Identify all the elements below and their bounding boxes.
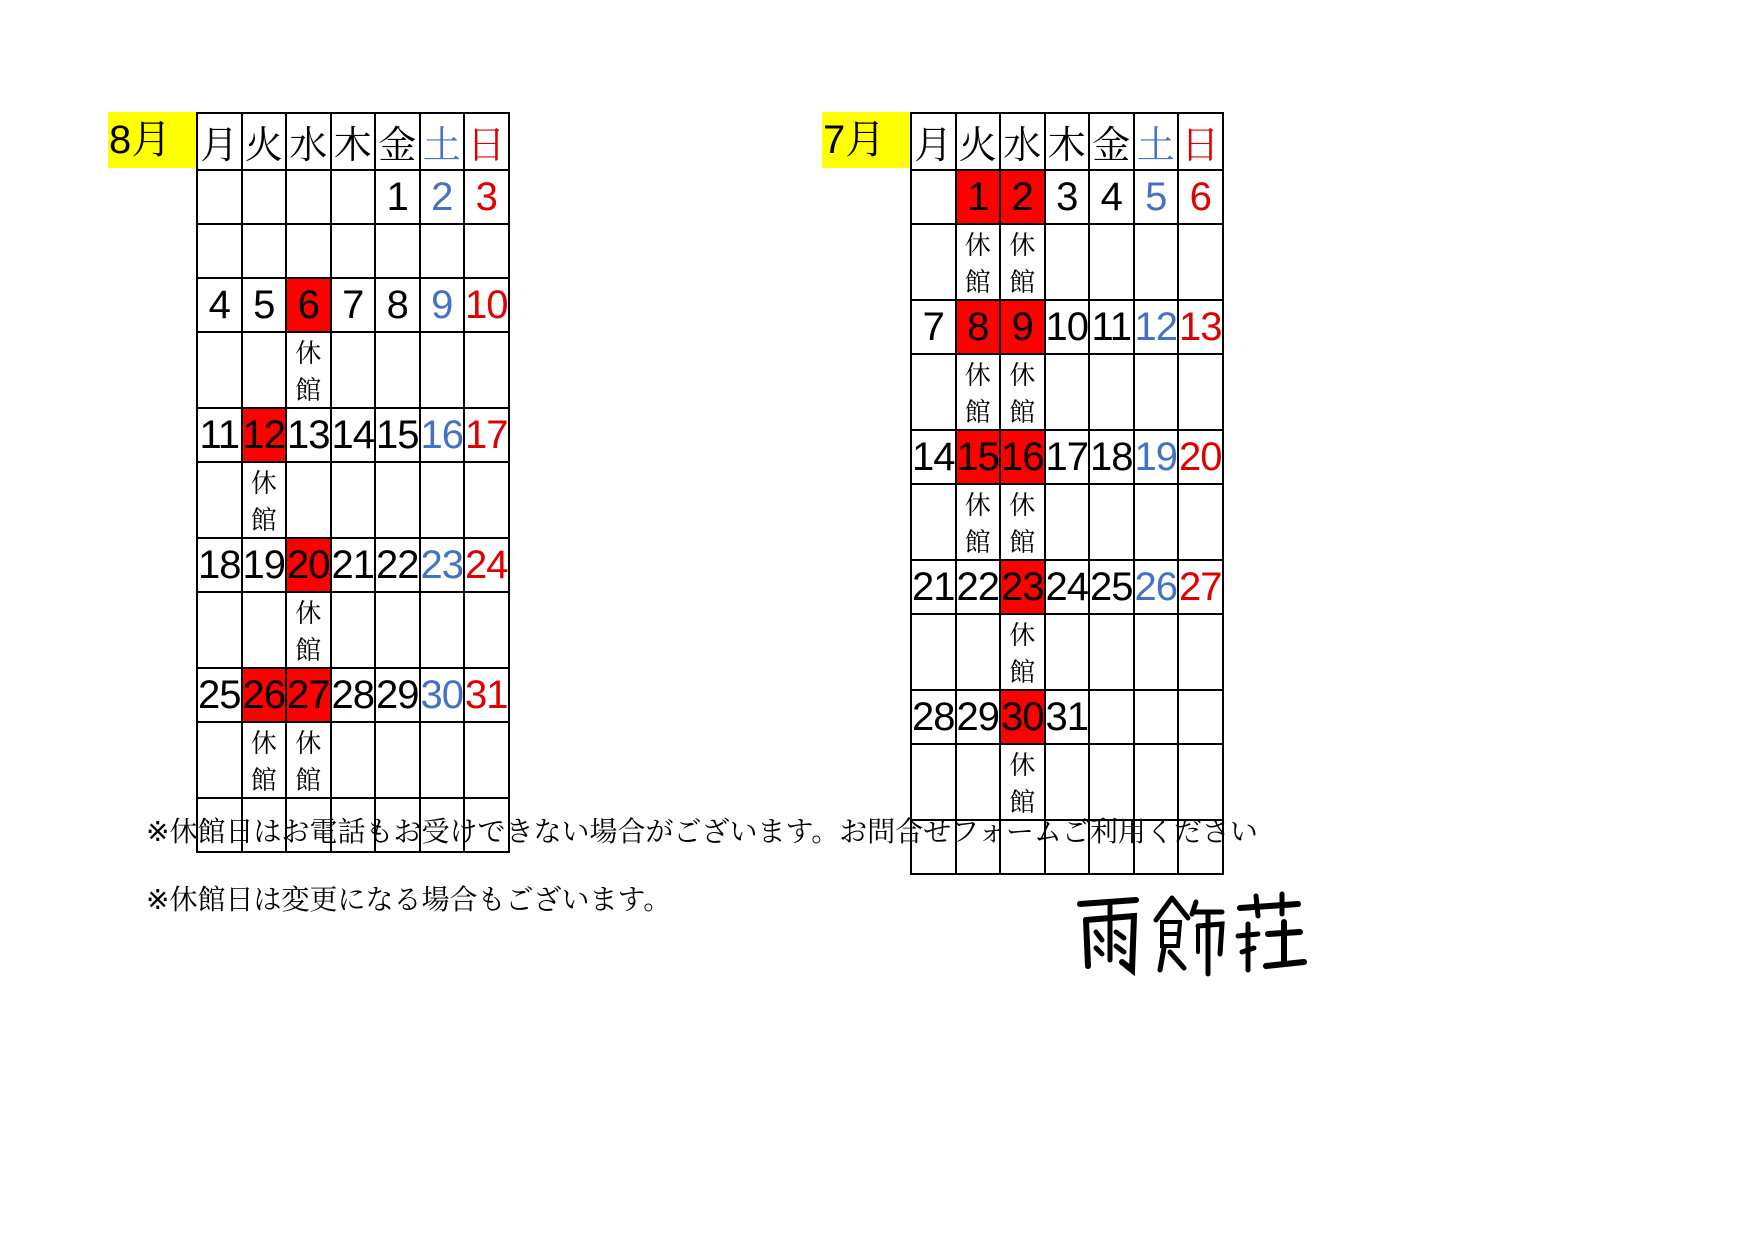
day-note-cell [197,224,242,278]
week-note-row [911,354,1223,430]
day-cell [242,170,287,224]
day-note-cell [956,744,1001,820]
day-cell-closed: 27 [286,668,331,722]
day-cell: 6 [1178,170,1223,224]
weekday-header: 火 [956,113,1001,170]
day-note-cell [420,462,465,538]
week-row [911,560,1223,614]
day-note-cell [1134,744,1179,820]
day-cell: 2 [420,170,465,224]
week-note-row [197,722,509,798]
week-row [911,690,1223,744]
brand-logo [1072,890,1312,984]
day-note-cell [1045,224,1090,300]
day-note-cell [375,224,420,278]
day-cell: 14 [911,430,956,484]
calendar-grid-august [196,112,510,853]
day-cell: 1 [375,170,420,224]
day-cell-closed: 12 [242,408,287,462]
day-note-cell: 休館 [286,332,331,408]
day-note-cell [1089,484,1134,560]
day-note-cell: 休館 [242,462,287,538]
day-cell-closed: 8 [956,300,1001,354]
week-note-row [911,614,1223,690]
day-cell: 5 [1134,170,1179,224]
day-cell: 11 [197,408,242,462]
day-note-cell [1178,614,1223,690]
week-note-row [911,484,1223,560]
day-cell: 17 [464,408,509,462]
day-note-cell [375,462,420,538]
day-cell: 29 [956,690,1001,744]
weekday-header: 火 [242,113,287,170]
day-note-cell: 休館 [1000,614,1045,690]
day-note-cell [1134,614,1179,690]
note-line-2: ※休館日は変更になる場合もございます。 [146,883,672,916]
week-note-row [197,592,509,668]
week-row [197,538,509,592]
day-cell [1134,690,1179,744]
day-cell: 9 [420,278,465,332]
day-cell-closed: 1 [956,170,1001,224]
week-row [197,668,509,722]
day-cell: 31 [1045,690,1090,744]
week-row [197,408,509,462]
day-cell [286,170,331,224]
day-cell: 31 [464,668,509,722]
day-cell [197,170,242,224]
day-note-cell [464,462,509,538]
day-note-cell [1089,614,1134,690]
day-cell: 8 [375,278,420,332]
day-note-cell: 休館 [1000,354,1045,430]
day-cell [911,170,956,224]
weekday-header: 日 [1178,113,1223,170]
day-cell: 19 [1134,430,1179,484]
weekday-header: 日 [464,113,509,170]
day-cell: 18 [1089,430,1134,484]
day-note-cell [420,332,465,408]
day-cell: 15 [375,408,420,462]
day-cell: 7 [911,300,956,354]
day-cell: 10 [1045,300,1090,354]
day-note-cell [242,592,287,668]
day-note-cell [1178,224,1223,300]
day-note-cell [197,592,242,668]
day-note-cell [242,332,287,408]
day-cell: 22 [956,560,1001,614]
day-cell: 3 [464,170,509,224]
day-note-cell [911,484,956,560]
day-cell-closed: 6 [286,278,331,332]
week-row [197,170,509,224]
day-note-cell [911,614,956,690]
day-note-cell [1178,744,1223,820]
day-note-cell: 休館 [242,722,287,798]
week-note-row [197,224,509,278]
day-note-cell [286,462,331,538]
day-cell: 23 [420,538,465,592]
day-note-cell [464,332,509,408]
day-cell: 25 [197,668,242,722]
weekday-header-row [197,113,509,170]
day-cell: 30 [420,668,465,722]
day-cell-closed: 23 [1000,560,1045,614]
brush-logo-icon [1072,890,1312,980]
day-note-cell [911,354,956,430]
weekday-header: 月 [197,113,242,170]
day-note-cell [375,722,420,798]
day-cell: 7 [331,278,376,332]
day-cell: 13 [286,408,331,462]
day-cell-closed: 26 [242,668,287,722]
day-cell: 17 [1045,430,1090,484]
day-cell [1089,690,1134,744]
weekday-header: 水 [1000,113,1045,170]
day-cell [331,170,376,224]
day-note-cell [1089,224,1134,300]
day-note-cell [956,614,1001,690]
day-note-cell [1045,354,1090,430]
day-cell: 5 [242,278,287,332]
day-note-cell [286,224,331,278]
week-note-row [197,462,509,538]
week-row [911,170,1223,224]
day-note-cell [1089,354,1134,430]
weekday-header: 水 [286,113,331,170]
day-note-cell [1178,354,1223,430]
day-note-cell: 休館 [956,484,1001,560]
day-note-cell [197,462,242,538]
day-cell: 12 [1134,300,1179,354]
day-cell: 19 [242,538,287,592]
weekday-header: 土 [420,113,465,170]
day-cell: 4 [197,278,242,332]
day-note-cell [331,462,376,538]
note-line-1: ※休館日はお電話もお受けできない場合がございます。お問合せフォームご利用ください [146,815,1258,848]
day-note-cell: 休館 [1000,484,1045,560]
weekday-header: 月 [911,113,956,170]
day-note-cell: 休館 [956,224,1001,300]
week-note-row [911,744,1223,820]
day-cell: 10 [464,278,509,332]
weekday-header: 木 [331,113,376,170]
weekday-header: 木 [1045,113,1090,170]
day-note-cell [1089,744,1134,820]
day-cell-closed: 2 [1000,170,1045,224]
day-note-cell [242,224,287,278]
day-note-cell [1134,484,1179,560]
week-row [911,300,1223,354]
day-cell: 25 [1089,560,1134,614]
day-note-cell: 休館 [286,722,331,798]
day-note-cell: 休館 [1000,744,1045,820]
day-cell: 14 [331,408,376,462]
day-cell: 28 [331,668,376,722]
day-cell-closed: 15 [956,430,1001,484]
day-cell: 20 [1178,430,1223,484]
day-note-cell: 休館 [1000,224,1045,300]
day-note-cell [197,722,242,798]
day-cell: 3 [1045,170,1090,224]
day-cell: 26 [1134,560,1179,614]
day-cell-closed: 30 [1000,690,1045,744]
day-cell: 21 [911,560,956,614]
day-note-cell: 休館 [286,592,331,668]
day-cell-closed: 20 [286,538,331,592]
month-label-august: 8月 [108,112,197,168]
day-cell-closed: 16 [1000,430,1045,484]
weekday-header: 土 [1134,113,1179,170]
day-cell: 18 [197,538,242,592]
day-note-cell [464,592,509,668]
day-note-cell [1178,484,1223,560]
day-note-cell [911,224,956,300]
day-cell: 16 [420,408,465,462]
day-note-cell [375,592,420,668]
day-cell: 4 [1089,170,1134,224]
day-note-cell [1045,744,1090,820]
week-note-row [911,224,1223,300]
week-note-row [197,332,509,408]
day-note-cell [1045,484,1090,560]
weekday-header: 金 [1089,113,1134,170]
day-note-cell: 休館 [956,354,1001,430]
day-note-cell [1134,354,1179,430]
day-note-cell [375,332,420,408]
month-label-july: 7月 [822,112,911,168]
day-note-cell [331,592,376,668]
day-note-cell [464,224,509,278]
week-row [911,430,1223,484]
day-note-cell [911,744,956,820]
day-cell: 22 [375,538,420,592]
day-cell: 13 [1178,300,1223,354]
day-note-cell [1045,614,1090,690]
day-note-cell [197,332,242,408]
week-row [197,278,509,332]
day-note-cell [420,592,465,668]
day-cell: 29 [375,668,420,722]
day-cell: 21 [331,538,376,592]
day-cell: 28 [911,690,956,744]
day-note-cell [331,332,376,408]
day-cell-closed: 9 [1000,300,1045,354]
day-note-cell [464,722,509,798]
weekday-header-row [911,113,1223,170]
day-cell: 24 [1045,560,1090,614]
day-note-cell [331,224,376,278]
day-note-cell [331,722,376,798]
day-note-cell [420,224,465,278]
day-cell: 27 [1178,560,1223,614]
day-note-cell [420,722,465,798]
day-cell [1178,690,1223,744]
day-note-cell [1134,224,1179,300]
calendar-grid-july [910,112,1224,875]
weekday-header: 金 [375,113,420,170]
day-cell: 11 [1089,300,1134,354]
day-cell: 24 [464,538,509,592]
